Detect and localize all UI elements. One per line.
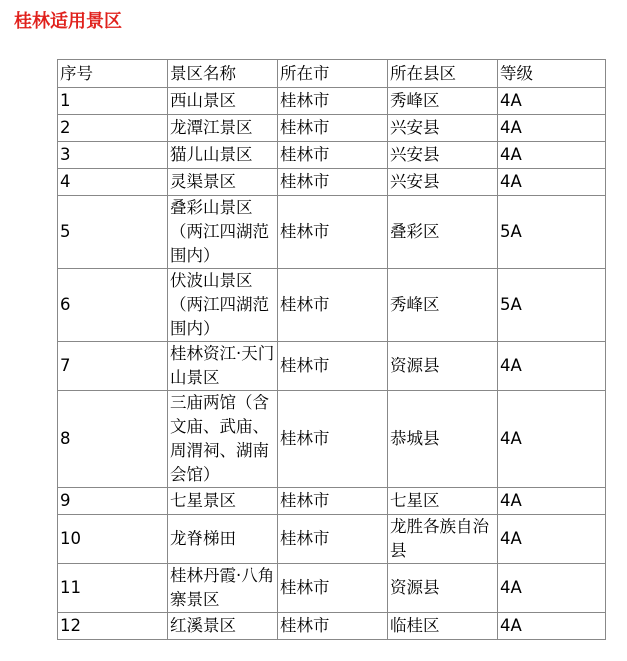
cell-county: 资源县 (388, 342, 498, 391)
cell-county: 临桂区 (388, 613, 498, 640)
cell-level: 4A (498, 613, 606, 640)
cell-level: 5A (498, 196, 606, 269)
cell-index: 7 (58, 342, 168, 391)
cell-city: 桂林市 (278, 564, 388, 613)
cell-county: 七星区 (388, 488, 498, 515)
table-row (58, 269, 606, 342)
cell-city: 桂林市 (278, 88, 388, 115)
header-county: 所在县区 (388, 60, 498, 88)
cell-index: 10 (58, 515, 168, 564)
cell-city: 桂林市 (278, 169, 388, 196)
cell-level: 4A (498, 564, 606, 613)
cell-scenic-name: 叠彩山景区（两江四湖范围内） (168, 196, 278, 269)
cell-index: 4 (58, 169, 168, 196)
table-row (58, 196, 606, 269)
cell-index: 6 (58, 269, 168, 342)
cell-scenic-name: 灵渠景区 (168, 169, 278, 196)
cell-index: 12 (58, 613, 168, 640)
cell-county: 龙胜各族自治县 (388, 515, 498, 564)
table-row (58, 564, 606, 613)
cell-level: 4A (498, 115, 606, 142)
cell-index: 9 (58, 488, 168, 515)
cell-level: 4A (498, 169, 606, 196)
cell-scenic-name: 伏波山景区（两江四湖范围内） (168, 269, 278, 342)
cell-city: 桂林市 (278, 613, 388, 640)
cell-county: 秀峰区 (388, 88, 498, 115)
header-index: 序号 (58, 60, 168, 88)
cell-level: 4A (498, 342, 606, 391)
cell-level: 4A (498, 391, 606, 488)
cell-index: 5 (58, 196, 168, 269)
cell-scenic-name: 猫儿山景区 (168, 142, 278, 169)
cell-index: 2 (58, 115, 168, 142)
cell-level: 4A (498, 88, 606, 115)
cell-city: 桂林市 (278, 142, 388, 169)
cell-county: 兴安县 (388, 115, 498, 142)
cell-scenic-name: 桂林丹霞·八角寨景区 (168, 564, 278, 613)
cell-index: 8 (58, 391, 168, 488)
scenic-area-table (57, 59, 606, 640)
page-title: 桂林适用景区 (14, 11, 122, 32)
table-header-row (58, 60, 606, 88)
cell-city: 桂林市 (278, 391, 388, 488)
cell-county: 恭城县 (388, 391, 498, 488)
cell-scenic-name: 桂林资江·天门山景区 (168, 342, 278, 391)
cell-city: 桂林市 (278, 269, 388, 342)
header-level: 等级 (498, 60, 606, 88)
cell-scenic-name: 三庙两馆（含文庙、武庙、周渭祠、湖南会馆） (168, 391, 278, 488)
cell-county: 兴安县 (388, 142, 498, 169)
cell-county: 叠彩区 (388, 196, 498, 269)
table-row (58, 169, 606, 196)
cell-level: 4A (498, 488, 606, 515)
cell-scenic-name: 龙潭江景区 (168, 115, 278, 142)
header-scenic-name: 景区名称 (168, 60, 278, 88)
cell-index: 1 (58, 88, 168, 115)
cell-level: 4A (498, 515, 606, 564)
cell-level: 4A (498, 142, 606, 169)
cell-index: 3 (58, 142, 168, 169)
table-row (58, 115, 606, 142)
table-row (58, 342, 606, 391)
cell-index: 11 (58, 564, 168, 613)
cell-county: 兴安县 (388, 169, 498, 196)
cell-city: 桂林市 (278, 488, 388, 515)
cell-county: 秀峰区 (388, 269, 498, 342)
table-row (58, 88, 606, 115)
table-row (58, 391, 606, 488)
cell-level: 5A (498, 269, 606, 342)
cell-city: 桂林市 (278, 515, 388, 564)
header-city: 所在市 (278, 60, 388, 88)
table-row (58, 515, 606, 564)
cell-scenic-name: 红溪景区 (168, 613, 278, 640)
cell-city: 桂林市 (278, 342, 388, 391)
table-row (58, 613, 606, 640)
cell-scenic-name: 龙脊梯田 (168, 515, 278, 564)
cell-city: 桂林市 (278, 115, 388, 142)
cell-county: 资源县 (388, 564, 498, 613)
cell-scenic-name: 七星景区 (168, 488, 278, 515)
table-row (58, 142, 606, 169)
table-row (58, 488, 606, 515)
cell-scenic-name: 西山景区 (168, 88, 278, 115)
cell-city: 桂林市 (278, 196, 388, 269)
